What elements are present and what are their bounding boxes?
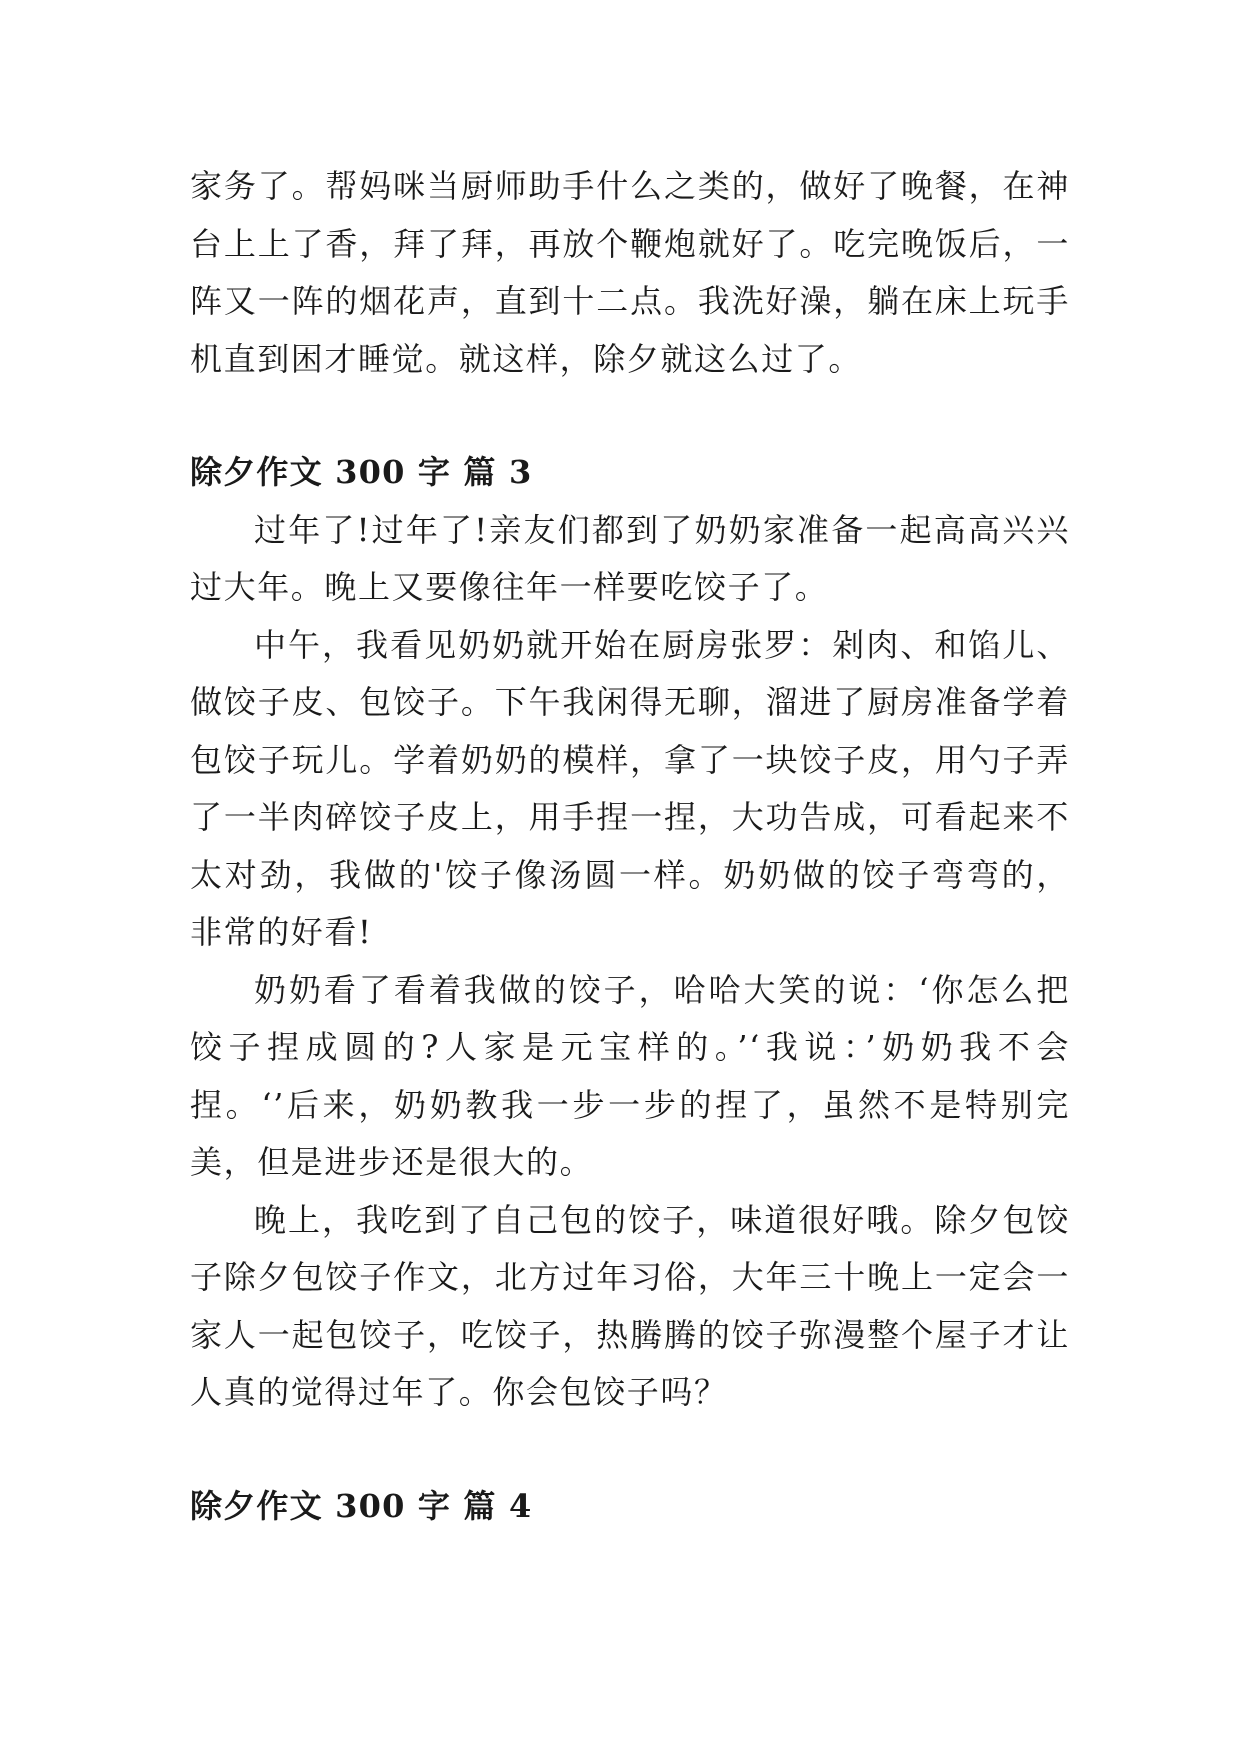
section-3-heading: 除夕作文 300 字 篇 3 <box>190 453 533 491</box>
section-3-paragraph-1: 过年了!过年了!亲友们都到了奶奶家准备一起高高兴兴过大年。晚上又要像往年一样要吃饺子了。 <box>190 510 1070 606</box>
section-3-paragraph-2: 中午，我看见奶奶就开始在厨房张罗：剁肉、和馅儿、做饺子皮、包饺子。下午我闲得无聊，溜进了厨房准备学着包饺子玩儿。学着奶奶的模样，拿了一块饺子皮，用勺子弄了一半肉碎饺子皮上，用手捏一捏，大功告成，可看起来不太对劲，我做的'饺子像汤圆一样。奶奶做的饺子弯弯的，非常的好看! <box>190 625 1070 951</box>
section-3-paragraph-4: 晚上，我吃到了自己包的饺子，味道很好哦。除夕包饺子除夕包饺子作文，北方过年习俗，大年三十晚上一定会一家人一起包饺子，吃饺子，热腾腾的饺子弥漫整个屋子才让人真的觉得过年了。你会包饺子吗？ <box>190 1200 1070 1411</box>
section-gap <box>190 388 1070 444</box>
section-4-heading: 除夕作文 300 字 篇 4 <box>190 1486 533 1525</box>
document-content <box>190 158 1070 1535</box>
intro-paragraph: 家务了。帮妈咪当厨师助手什么之类的，做好了晚餐，在神台上上了香，拜了拜，再放个鞭炮就好了。吃完晚饭后，一阵又一阵的烟花声，直到十二点。我洗好澡，躺在床上玩手机直到困才睡觉。就这样，除夕就这么过了。 <box>190 167 1070 378</box>
section-3-paragraph-3: 奶奶看了看着我做的饺子，哈哈大笑的说：‘你怎么把饺子捏成圆的?人家是元宝样的。’‘我说：’奶奶我不会捏。‘’后来，奶奶教我一步一步的捏了，虽然不是特别完美，但是进步还是很大的。 <box>190 970 1070 1181</box>
section-gap <box>190 1422 1070 1478</box>
